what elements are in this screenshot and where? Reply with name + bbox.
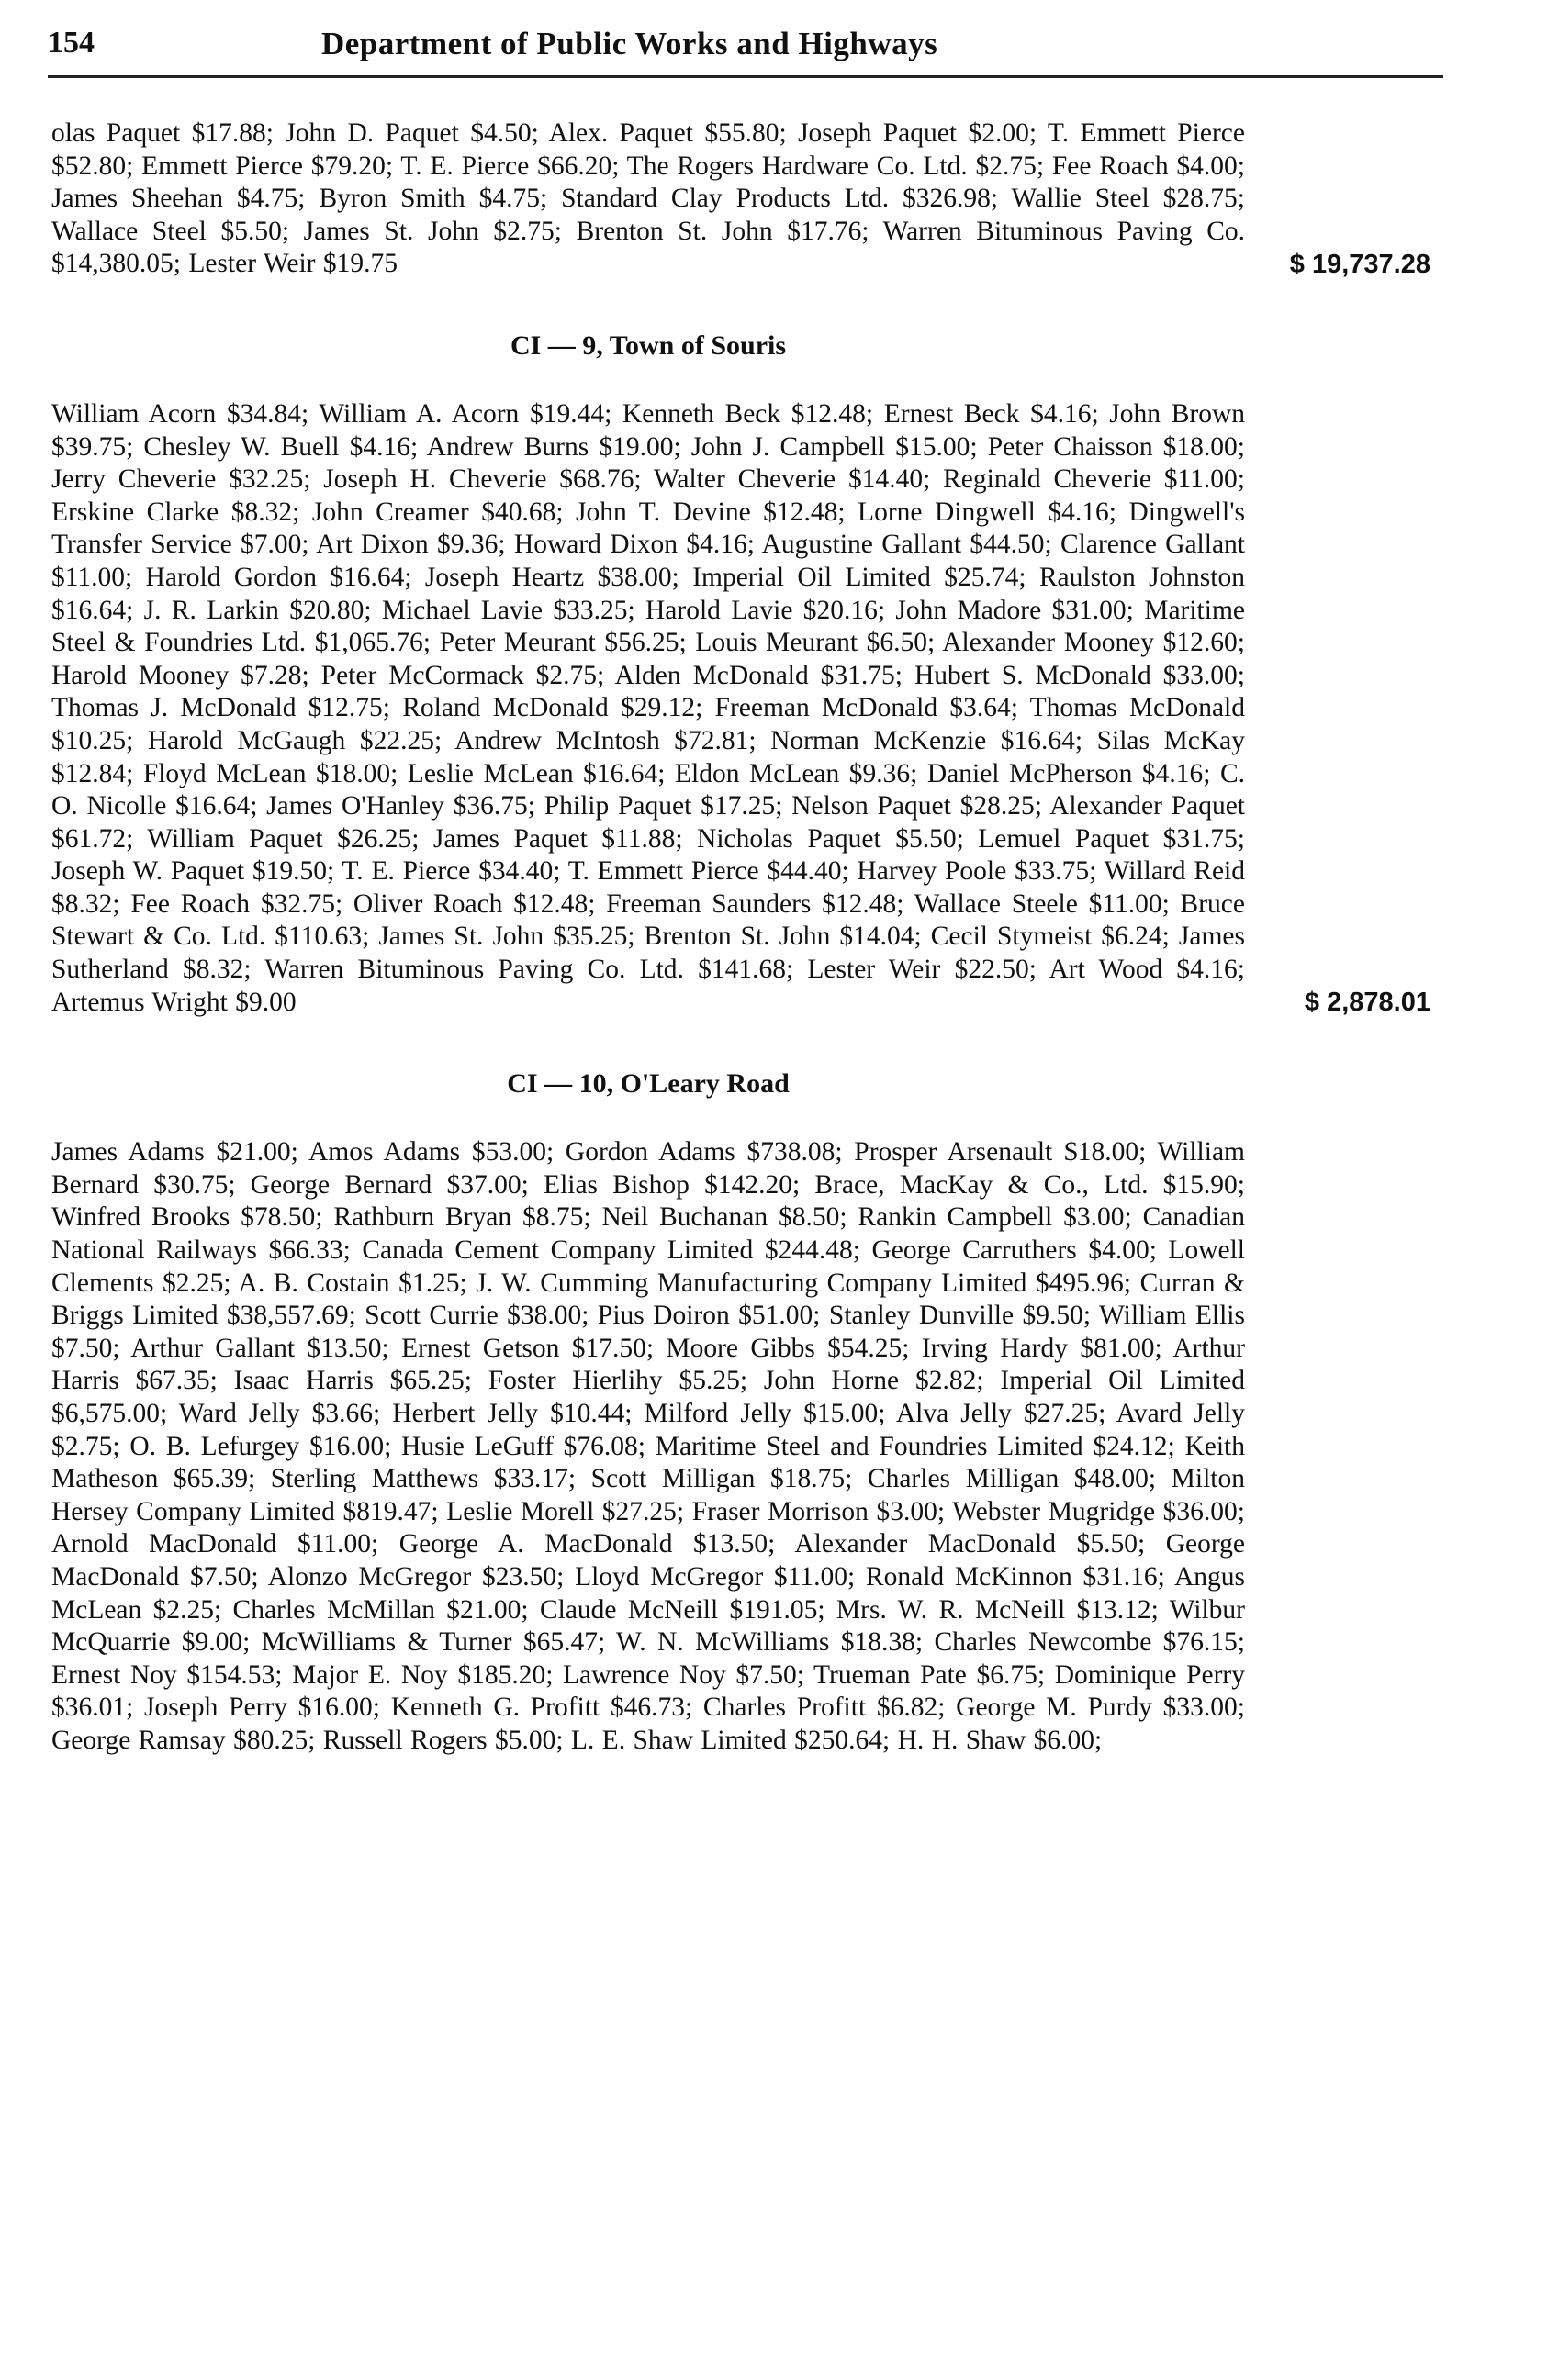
header-rule [48,75,1443,78]
section-text: William Acorn $34.84; William A. Acorn $19.44; Kenneth Beck $12.48; Ernest Beck $4.16; John Brown $39.75; Chesley W. Buell $4.16; Andrew Burns $19.00; John J. Campbell $15.00; Peter Chaisson $18.00; Jerry Cheverie $32.25; Joseph H. Cheverie $68.76; Walter Cheverie $14.40; Reginald Cheverie $11.00; Erskine Clarke $8.32; John Creamer $40.68; John T. Devine $12.48; Lorne Dingwell $4.16; Dingwell's Transfer Service $7.00; Art Dixon $9.36; Howard Dixon $4.16; Augustine Gallant $44.50; Clarence Gallant $11.00; Harold Gordon $16.64; Joseph Heartz $38.00; Imperial Oil Limited $25.74; Raulston Johnston $16.64; J. R. Larkin $20.80; Michael Lavie $33.25; Harold Lavie $20.16; John Madore $31.00; Maritime Steel & Foundries Ltd. $1,065.76; Peter Meurant $56.25; Louis Meurant $6.50; Alexander Mooney $12.60; Harold Mooney $7.28; Peter McCormack $2.75; Alden McDonald $31.75; Hubert S. McDonald $33.00; Thomas J. McDonald $12.75; Roland McDonald $29.12; Freeman McDonald $3.64; Thomas McDonald $10.25; Harold McGaugh $22.25; Andrew McIntosh $72.81; Norman McKenzie $16.64; Silas McKay $12.84; Floyd McLean $18.00; Leslie McLean $16.64; Eldon McLean $9.36; Daniel McPherson $4.16; C. O. Nicolle $16.64; James O'Hanley $36.75; Philip Paquet $17.25; Nelson Paquet $28.25; Alexander Paquet $61.72; William Paquet $26.25; James Paquet $11.88; Nicholas Paquet $5.50; Lemuel Paquet $31.75; Joseph W. Paquet $19.50; T. E. Pierce $34.40; T. Emmett Pierce $44.40; Harvey Poole $33.75; Willard Reid $8.32; Fee Roach $32.75; Oliver Roach $12.48; Freeman Saunders $12.48; Wallace Steele $11.00; Bruce Stewart & Co. Ltd. $110.63; James St. John $35.25; Brenton St. John $14.04; Cecil Stymeist $6.24; James Sutherland $8.32; Warren Bituminous Paving Co. Ltd. $141.68; Lester Weir $22.50; Art Wood $4.16; Artemus Wright $9.00 [51,398,1245,1017]
section-text: James Adams $21.00; Amos Adams $53.00; Gordon Adams $738.08; Prosper Arsenault $18.00; William Bernard $30.75; George Bernard $37.00; Elias Bishop $142.20; Brace, MacKay & Co., Ltd. $15.90; Winfred Brooks $78.50; Rathburn Bryan $8.75; Neil Buchanan $8.50; Rankin Campbell $3.00; Canadian National Railways $66.33; Canada Cement Company Limited $244.48; George Carruthers $4.00; Lowell Clements $2.25; A. B. Costain $1.25; J. W. Cumming Manufacturing Company Limited $495.96; Curran & Briggs Limited $38,557.69; Scott Currie $38.00; Pius Doiron $51.00; Stanley Dunville $9.50; William Ellis $7.50; Arthur Gallant $13.50; Ernest Getson $17.50; Moore Gibbs $54.25; Irving Hardy $81.00; Arthur Harris $67.35; Isaac Harris $65.25; Foster Hierlihy $5.25; John Horne $2.82; Imperial Oil Limited $6,575.00; Ward Jelly $3.66; Herbert Jelly $10.44; Milford Jelly $15.00; Alva Jelly $27.25; Avard Jelly $2.75; O. B. Lefurgey $16.00; Husie LeGuff $76.08; Maritime Steel and Foundries Limited $24.12; Keith Matheson $65.39; Sterling Matthews $33.17; Scott Milligan $18.75; Charles Milligan $48.00; Milton Hersey Company Limited $819.47; Leslie Morell $27.25; Fraser Morrison $3.00; Webster Mugridge $36.00; Arnold MacDonald $11.00; George A. MacDonald $13.50; Alexander MacDonald $5.50; George MacDonald $7.50; Alonzo McGregor $23.50; Lloyd McGregor $11.00; Ronald McKinnon $31.16; Angus McLean $2.25; Charles McMillan $21.00; Claude McNeill $191.05; Mrs. W. R. McNeill $13.12; Wilbur McQuarrie $9.00; McWilliams & Turner $65.47; W. N. McWilliams $18.38; Charles Newcombe $76.15; Ernest Noy $154.53; Major E. Noy $185.20; Lawrence Noy $7.50; Trueman Pate $6.75; Dominique Perry $36.01; Joseph Perry $16.00; Kenneth G. Profitt $46.73; Charles Profitt $6.82; George M. Purdy $33.00; George Ramsay $80.25; Russell Rogers $5.00; L. E. Shaw Limited $250.64; H. H. Shaw $6.00; [51,1137,1245,1755]
page-header [48,26,1443,73]
section-oleary-road [51,1136,1429,1757]
section-souris [51,398,1429,1019]
section-text: olas Paquet $17.88; John D. Paquet $4.50; Alex. Paquet $55.80; Joseph Paquet $2.00; T. Emmett Pierce $52.80; Emmett Pierce $79.20; T. E. Pierce $66.20; The Rogers Hardware Co. Ltd. $2.75; Fee Roach $4.00; James Sheehan $4.75; Byron Smith $4.75; Standard Clay Products Ltd. $326.98; Wallie Steel $28.75; Wallace Steel $5.50; James St. John $2.75; Brenton St. John $17.76; Warren Bituminous Paving Co. $14,380.05; Lester Weir $19.75 [51,118,1245,279]
section-heading: CI — 10, O'Leary Road [507,1068,790,1100]
document-body [51,117,1429,1758]
page-number: 154 [48,26,95,60]
section-total: $ 19,737.28 [1289,249,1430,279]
section-continued [51,117,1429,281]
section-total: $ 2,878.01 [1304,988,1430,1018]
section-heading: CI — 9, Town of Souris [510,330,787,361]
running-title: Department of Public Works and Highways [321,26,938,61]
